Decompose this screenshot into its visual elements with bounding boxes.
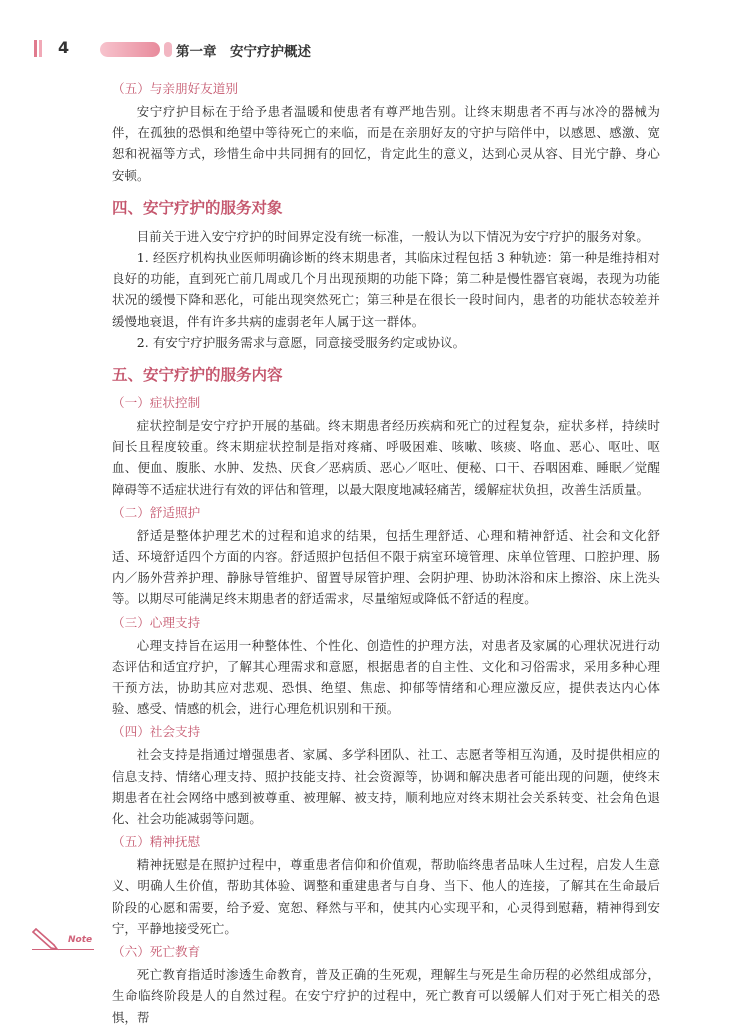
subsection-heading: （四）社会支持 (112, 724, 201, 740)
subsection-heading: （三）心理支持 (112, 614, 201, 630)
page-number: 4 (58, 38, 70, 57)
note-underline (32, 949, 94, 950)
paragraph: 社会支持是指通过增强患者、家属、多学科团队、社工、志愿者等相互沟通，及时提供相应的信息支持、情绪心理支持、照护技能支持、社会资源等，协调和解决患者可能出现的问题，使终末期患者在社会网络中感到被尊重、被理解、被支持，顺利地应对终末期社会关系转变、社会角色退化、社会功能减弱等问题。 (112, 747, 660, 827)
chapter-title: 第一章 安宁疗护概述 (176, 44, 311, 60)
subsection-heading: （五）与亲朋好友道别 (112, 81, 238, 96)
header-decoration (100, 42, 160, 57)
pencil-icon (30, 925, 66, 951)
section-heading: 五、安宁疗护的服务内容 (112, 366, 283, 385)
header-mark (34, 40, 37, 57)
header-mark (39, 40, 42, 57)
note-sidebar (30, 925, 94, 953)
paragraph: 2. 有安宁疗护服务需求与意愿，同意接受服务约定或协议。 (136, 334, 466, 350)
paragraph: 症状控制是安宁疗护开展的基础。终末期患者经历疾病和死亡的过程复杂，症状多样，持续时间长且程度较重。终末期症状控制是指对疼痛、呼吸困难、咳嗽、咳痰、咯血、恶心、呕吐、呕血、便血、腹胀、水肿、发热、厌食／恶病质、恶心／呕吐、便秘、口干、吞咽困难、睡眠／觉醒障碍等不适症状进行有效的评估和管理，以最大限度地减轻痛苦，缓解症状负担，改善生活质量。 (112, 418, 660, 497)
paragraph: 目前关于进入安宁疗护的时间界定没有统一标准，一般认为以下情况为安宁疗护的服务对象。 (136, 228, 649, 244)
paragraph: 1. 经医疗机构执业医师明确诊断的终末期患者，其临床过程包括 3 种轨迹：第一种是维持相对良好的功能，直到死亡前几周或几个月出现预期的功能下降；第二种是慢性器官衰竭，表现为功能状况的缓慢下降和恶化，可能出现突然死亡；第三种是在很长一段时间内，患者的功能状态较差并缓慢地衰退，伴有许多共病的虚弱老年人属于这一群体。 (112, 250, 660, 329)
page-body (112, 76, 660, 1028)
subsection-heading: （二）舒适照护 (112, 504, 201, 520)
note-label: Note (68, 935, 93, 945)
subsection-heading: （五）精神抚慰 (112, 834, 201, 850)
paragraph: 安宁疗护目标在于给予患者温暖和使患者有尊严地告别。让终末期患者不再与冰冷的器械为伴，在孤独的恐惧和绝望中等待死亡的来临，而是在亲朋好友的守护与陪伴中，以感恩、感激、宽恕和祝福等方式，珍惜生命中共同拥有的回忆，肯定此生的意义，达到心灵从容、目光宁静、身心安顿。 (112, 104, 660, 183)
paragraph: 舒适是整体护理艺术的过程和追求的结果，包括生理舒适、心理和精神舒适、社会和文化舒适、环境舒适四个方面的内容。舒适照护包括但不限于病室环境管理、床单位管理、口腔护理、肠内／肠外营养护理、静脉导管维护、留置导尿管护理、会阴护理、协助沐浴和床上擦浴、床上洗头等。以期尽可能满足终末期患者的舒适需求，尽量缩短或降低不舒适的程度。 (112, 527, 660, 607)
header-decoration (164, 42, 172, 57)
subsection-heading: （六）死亡教育 (112, 944, 201, 960)
page-header (0, 38, 730, 60)
paragraph: 精神抚慰是在照护过程中，尊重患者信仰和价值观，帮助临终患者品味人生过程，启发人生意义、明确人生价值，帮助其体验、调整和重建患者与自身、当下、他人的连接，了解其在生命最后阶段的心愿和需要，给予爱、宽恕、释然与平和，使其内心实现平和，心灵得到慰藉，精神得到安宁，平静地接受死亡。 (112, 857, 660, 936)
paragraph: 死亡教育指适时渗透生命教育，普及正确的生死观，理解生与死是生命历程的必然组成部分，生命临终阶段是人的自然过程。在安宁疗护的过程中，死亡教育可以缓解人们对于死亡相关的恐惧，帮 (112, 967, 660, 1025)
section-heading: 四、安宁疗护的服务对象 (112, 198, 283, 217)
paragraph: 心理支持旨在运用一种整体性、个性化、创造性的护理方法，对患者及家属的心理状况进行动态评估和适宜疗护，了解其心理需求和意愿，根据患者的自主性、文化和习俗需求，采用多种心理干预方法，协助其应对悲观、恐惧、绝望、焦虑、抑郁等情绪和心理应激反应，提供表达内心体验、感受、情感的机会，进行心理危机识别和干预。 (112, 637, 660, 717)
subsection-heading: （一）症状控制 (112, 395, 201, 411)
